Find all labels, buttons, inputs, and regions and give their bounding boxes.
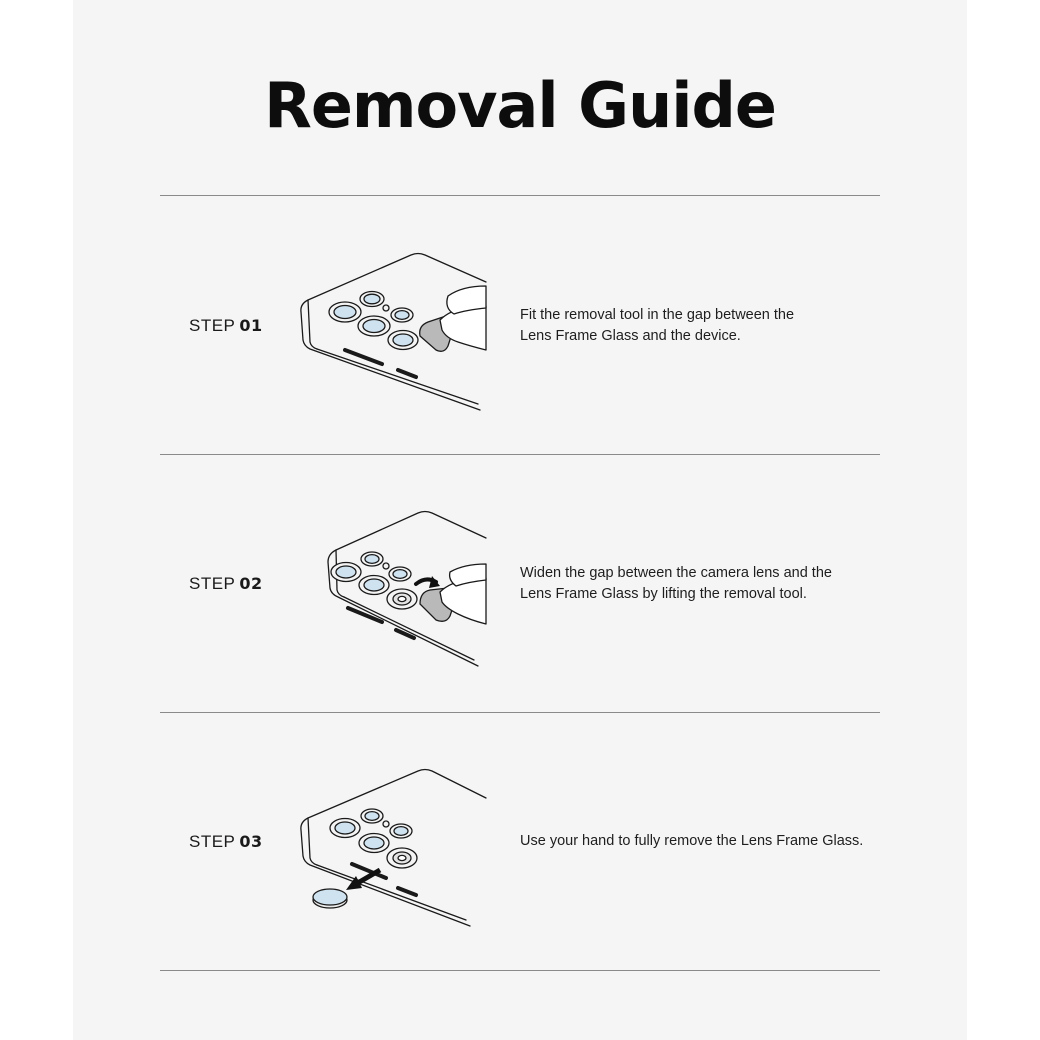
step-2-illustration <box>290 508 500 678</box>
step-3-text-line: Use your hand to fully remove the Lens Frame Glass. <box>520 833 864 849</box>
step-2-text-line: Lens Frame Glass by lifting the removal tool. <box>520 586 807 602</box>
guide-panel <box>73 0 967 1040</box>
step-2-label <box>189 574 263 594</box>
step-2-text-line: Widen the gap between the camera lens and the <box>520 565 832 581</box>
step-1-text-line: Fit the removal tool in the gap between the <box>520 307 795 323</box>
step-1-number: 01 <box>239 316 263 335</box>
step-1-text-line: Lens Frame Glass and the device. <box>520 328 741 344</box>
divider <box>160 454 880 455</box>
step-2-word: STEP <box>189 574 236 593</box>
step-3-illustration <box>290 766 500 936</box>
divider <box>160 195 880 196</box>
step-3-number: 03 <box>239 832 263 851</box>
step-2-description <box>520 563 880 605</box>
page-title: Removal Guide <box>264 69 776 142</box>
step-1-illustration <box>290 250 500 420</box>
step-3-word: STEP <box>189 832 236 851</box>
step-1-label <box>189 316 263 336</box>
divider <box>160 712 880 713</box>
divider <box>160 970 880 971</box>
step-1-word: STEP <box>189 316 236 335</box>
step-3-description <box>520 831 880 852</box>
step-1-description <box>520 305 880 347</box>
step-3-label <box>189 832 263 852</box>
step-2-number: 02 <box>239 574 263 593</box>
